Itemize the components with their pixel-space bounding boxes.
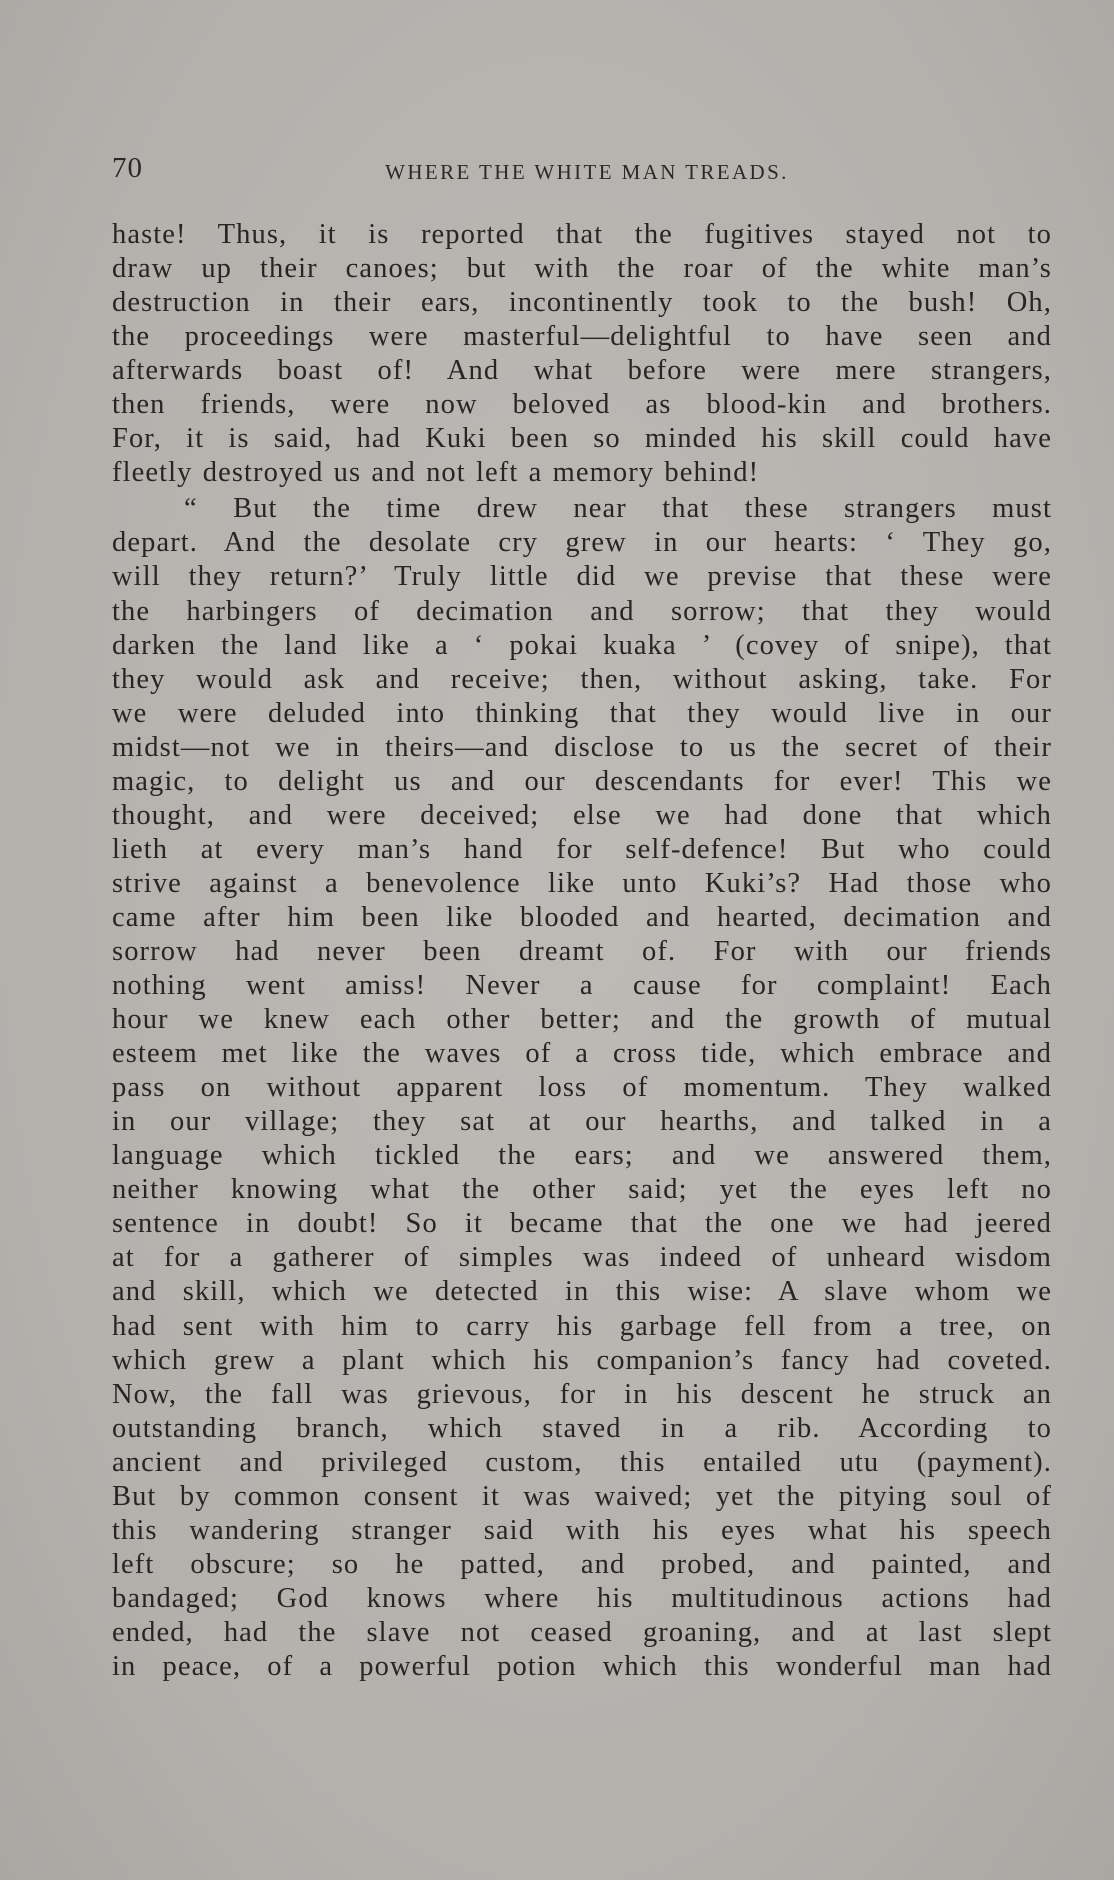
- text-line: nothing went amiss! Never a cause for complaint! Each: [112, 970, 1052, 1002]
- text-line: depart. And the desolate cry grew in our hearts: ‘ They go,: [112, 527, 1052, 559]
- text-line: came after him been like blooded and hearted, decimation and: [112, 901, 1052, 933]
- page-number: 70: [112, 152, 143, 184]
- text-line: then friends, were now beloved as blood-kin and brothers.: [112, 389, 1052, 421]
- text-line: left obscure; so he patted, and probed, and painted, and: [112, 1548, 1052, 1580]
- text-line: draw up their canoes; but with the roar of the white man’s: [112, 253, 1052, 285]
- text-line: sentence in doubt! So it became that the one we had jeered: [112, 1208, 1052, 1240]
- text-line: lieth at every man’s hand for self-defence! But who could: [112, 833, 1052, 865]
- text-line: afterwards boast of! And what before were mere strangers,: [112, 355, 1052, 387]
- text-line: bandaged; God knows where his multitudinous actions had: [112, 1582, 1052, 1614]
- body-text: [112, 218, 1052, 1684]
- text-line: they would ask and receive; then, without asking, take. For: [112, 663, 1052, 695]
- text-line: outstanding branch, which staved in a rib. According to: [112, 1412, 1052, 1444]
- text-line: fleetly destroyed us and not left a memory behind!: [112, 457, 760, 489]
- text-line: hour we knew each other better; and the growth of mutual: [112, 1004, 1052, 1036]
- text-line: pass on without apparent loss of momentum. They walked: [112, 1072, 1052, 1104]
- page-header: [112, 150, 1052, 190]
- text-line: strive against a benevolence like unto Kuki’s? Had those who: [112, 867, 1052, 899]
- text-line: ended, had the slave not ceased groaning, and at last slept: [112, 1616, 1052, 1648]
- text-line: ancient and privileged custom, this entailed utu (payment).: [112, 1446, 1052, 1478]
- text-line: darken the land like a ‘ pokai kuaka ’ (covey of snipe), that: [112, 629, 1052, 661]
- text-line: destruction in their ears, incontinently took to the bush! Oh,: [112, 287, 1052, 319]
- text-line: Now, the fall was grievous, for in his descent he struck an: [112, 1378, 1052, 1410]
- paragraph: [112, 492, 1052, 1684]
- text-line: language which tickled the ears; and we answered them,: [112, 1140, 1052, 1172]
- text-line: this wandering stranger said with his eyes what his speech: [112, 1514, 1052, 1546]
- text-line: which grew a plant which his companion’s fancy had coveted.: [112, 1344, 1052, 1376]
- text-line: haste! Thus, it is reported that the fugitives stayed not to: [112, 219, 1052, 250]
- text-line: sorrow had never been dreamt of. For with our friends: [112, 935, 1052, 967]
- text-line: But by common consent it was waived; yet the pitying soul of: [112, 1480, 1052, 1512]
- text-line: the proceedings were masterful—delightful to have seen and: [112, 321, 1052, 353]
- paragraph: [112, 218, 1052, 490]
- text-line: esteem met like the waves of a cross tide, which embrace and: [112, 1038, 1052, 1070]
- text-line: had sent with him to carry his garbage fell from a tree, on: [112, 1310, 1052, 1342]
- text-line: in our village; they sat at our hearths, and talked in a: [112, 1106, 1052, 1138]
- running-title: WHERE THE WHITE MAN TREADS.: [385, 160, 789, 184]
- text-line: thought, and were deceived; else we had done that which: [112, 799, 1052, 831]
- text-line: “ But the time drew near that these strangers must: [184, 493, 1052, 525]
- text-line: at for a gatherer of simples was indeed of unheard wisdom: [112, 1242, 1052, 1274]
- text-line: the harbingers of decimation and sorrow; that they would: [112, 595, 1052, 627]
- text-line: we were deluded into thinking that they would live in our: [112, 697, 1052, 729]
- text-line: will they return?’ Truly little did we previse that these were: [112, 561, 1052, 593]
- text-line: and skill, which we detected in this wise: A slave whom we: [112, 1276, 1052, 1308]
- text-line: neither knowing what the other said; yet the eyes left no: [112, 1174, 1052, 1206]
- text-line: magic, to delight us and our descendants for ever! This we: [112, 765, 1052, 797]
- text-line: midst—not we in theirs—and disclose to us the secret of their: [112, 731, 1052, 763]
- text-line: in peace, of a powerful potion which this wonderful man had: [112, 1650, 1052, 1682]
- text-line: For, it is said, had Kuki been so minded his skill could have: [112, 423, 1052, 455]
